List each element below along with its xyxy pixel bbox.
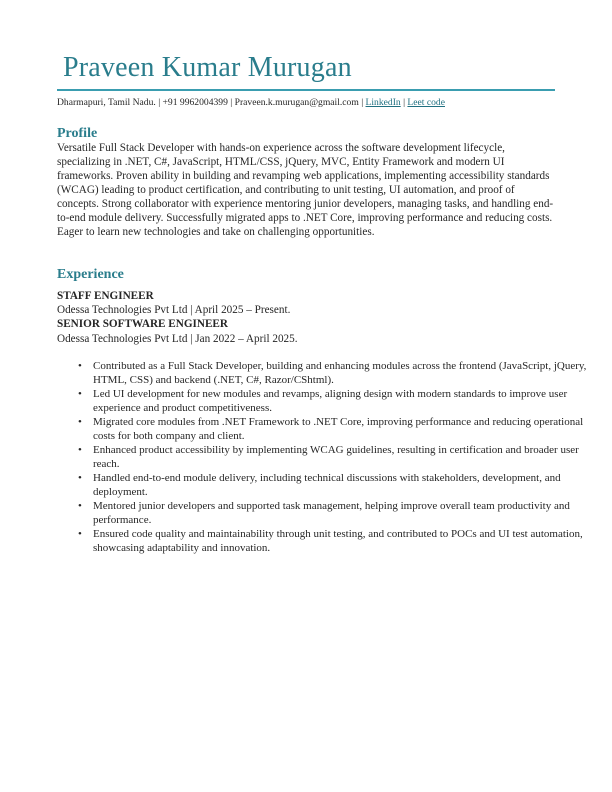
bullet-icon: • — [78, 472, 82, 484]
bullet-icon: • — [78, 388, 82, 400]
bullet-icon: • — [78, 360, 82, 372]
phone: +91 9962004399 — [162, 97, 228, 108]
list-item — [78, 387, 593, 415]
separator: | — [227, 97, 235, 108]
leetcode-link[interactable]: Leet code — [407, 97, 445, 108]
separator: | — [358, 97, 366, 108]
experience-heading: Experience — [57, 267, 124, 282]
linkedin-link[interactable]: LinkedIn — [365, 97, 401, 108]
role-title: SENIOR SOFTWARE ENGINEER — [57, 318, 228, 330]
contact-line — [57, 97, 445, 108]
bullet-text: Contributed as a Full Stack Developer, building and enhancing modules across the frontend (JavaScript, jQuery, HTML, CSS) and backend (.NET, C#, Razor/CShtml). — [93, 360, 587, 386]
list-item — [78, 499, 593, 527]
bullet-text: Ensured code quality and maintainability through unit testing, and contributed to POCs and UI test automation, showcasing adaptability and innovation. — [93, 528, 583, 554]
list-item — [78, 415, 593, 443]
bullet-icon: • — [78, 528, 82, 540]
experience-bullets — [57, 359, 593, 555]
separator: | — [400, 97, 408, 108]
list-item — [78, 527, 593, 555]
role-detail: Odessa Technologies Pvt Ltd | Jan 2022 – April 2025. — [57, 333, 298, 345]
bullet-icon: • — [78, 500, 82, 512]
bullet-text: Enhanced product accessibility by implementing WCAG guidelines, resulting in certification and broader user reach. — [93, 444, 579, 470]
profile-text: Versatile Full Stack Developer with hands-on experience across the software development lifecycle, specializing in .NET, C#, JavaScript, HTML/CSS, jQuery, MVC, Entity Framework and modern UI frameworks. Proven ability in building and revamping web applications, implementing accessibility standards (WCAG) leading to product certification, and contributing to unit testing, UI automation, and proof of concepts. Strong collaborator with experience mentoring junior developers, managing tasks, and handling end-to-end module delivery. Successfully migrated apps to .NET Core, improving performance and reducing costs. Eager to learn new technologies and take on challenging opportunities. — [57, 142, 554, 238]
email: Praveen.k.murugan@gmail.com — [234, 97, 359, 108]
role-title: STAFF ENGINEER — [57, 290, 154, 302]
location: Dharmapuri, Tamil Nadu. — [57, 97, 156, 108]
list-item — [78, 359, 593, 387]
candidate-name: Praveen Kumar Murugan — [63, 52, 352, 83]
bullet-text: Mentored junior developers and supported task management, helping improve overall team productivity and performance. — [93, 500, 570, 526]
role-detail: Odessa Technologies Pvt Ltd | April 2025 – Present. — [57, 304, 291, 316]
list-item — [78, 443, 593, 471]
role-entry — [57, 289, 298, 346]
bullet-text: Handled end-to-end module delivery, including technical discussions with stakeholders, development, and deployment. — [93, 472, 561, 498]
bullet-icon: • — [78, 444, 82, 456]
profile-heading: Profile — [57, 126, 98, 141]
separator: | — [155, 97, 163, 108]
header-divider — [57, 89, 555, 91]
bullet-icon: • — [78, 416, 82, 428]
list-item — [78, 471, 593, 499]
bullet-text: Migrated core modules from .NET Framework to .NET Core, improving performance and reducing operational costs for both company and client. — [93, 416, 584, 442]
bullet-text: Led UI development for new modules and revamps, aligning design with modern standards to improve user experience and product competitiveness. — [93, 388, 568, 414]
